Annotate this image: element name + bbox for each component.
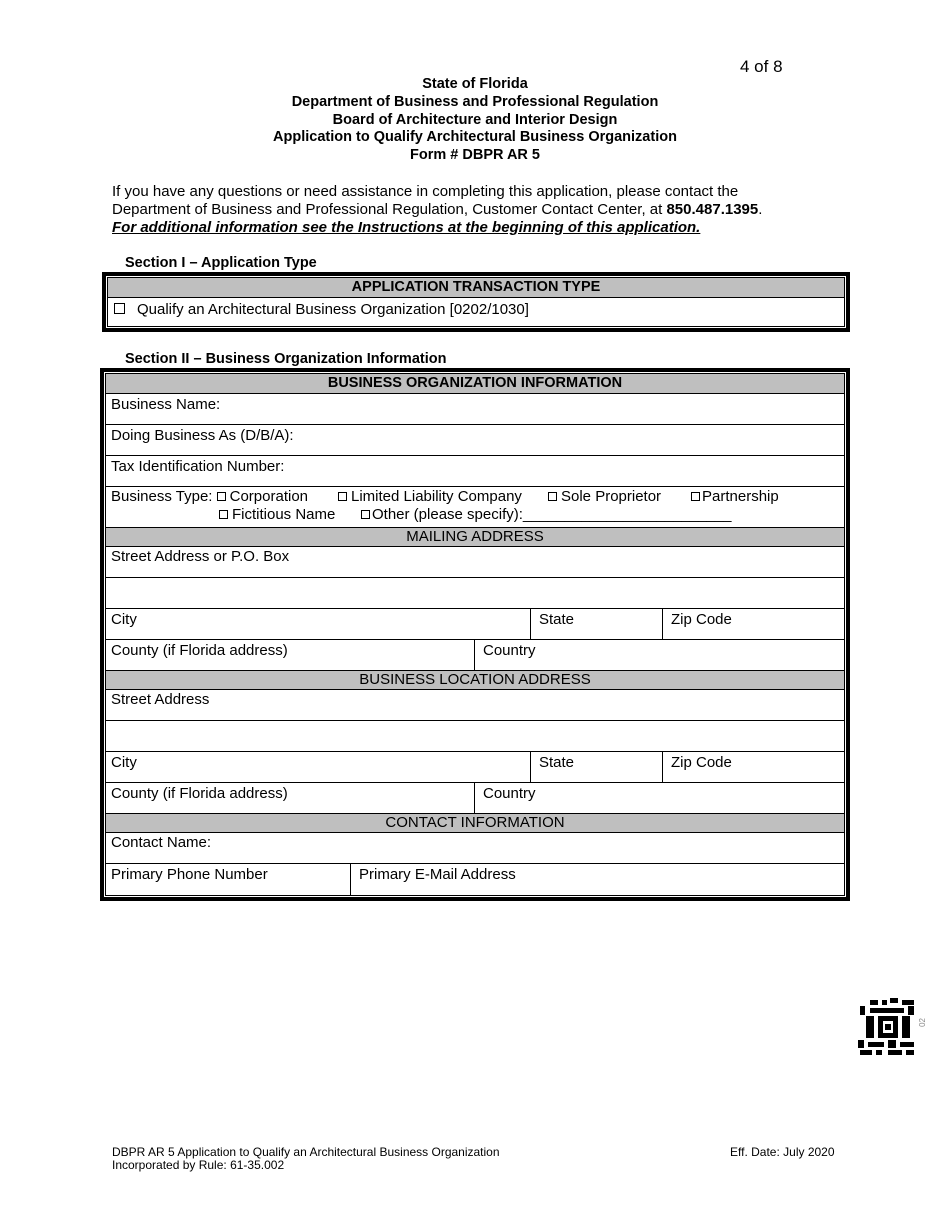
footer-effective-date: Eff. Date: July 2020 — [730, 1145, 835, 1159]
form-header — [0, 76, 950, 165]
location-county-field[interactable] — [106, 783, 474, 813]
location-zip-field[interactable] — [662, 752, 844, 782]
other-checkbox[interactable] — [361, 510, 370, 519]
business-type-label: Business Type: — [111, 488, 213, 505]
application-type-header: APPLICATION TRANSACTION TYPE — [108, 278, 844, 298]
section1-title: Section I – Application Type — [125, 255, 317, 271]
page-number: 4 of 8 — [740, 57, 783, 76]
contact-phone: 850.487.1395 — [666, 201, 759, 218]
intro-text — [112, 183, 852, 237]
location-street-line-2[interactable] — [106, 721, 844, 752]
mailing-city-row — [106, 609, 844, 640]
footer-form-title: DBPR AR 5 Application to Qualify an Architectural Business Organization — [112, 1145, 500, 1159]
footer-form-info — [112, 1146, 500, 1172]
mailing-country-label: Country — [483, 642, 536, 659]
mailing-street-line-2[interactable] — [106, 578, 844, 609]
mailing-state-label: State — [539, 611, 575, 628]
qualify-checkbox[interactable] — [114, 303, 125, 314]
intro-line-2-text: Department of Business and Professional Regulation, Customer Contact Center, at — [112, 201, 667, 218]
other-label: Other (please specify): — [372, 506, 523, 523]
mailing-county-field[interactable] — [106, 640, 474, 670]
header-department: Department of Business and Professional Regulation — [291, 93, 659, 110]
qualify-option-row[interactable] — [108, 298, 844, 324]
contact-information-header: CONTACT INFORMATION — [106, 814, 844, 833]
sole-proprietor-label: Sole Proprietor — [561, 488, 662, 505]
footer-rule: Incorporated by Rule: 61-35.002 — [112, 1158, 285, 1172]
type-partnership[interactable] — [691, 488, 779, 505]
corporation-checkbox[interactable] — [217, 492, 226, 501]
mailing-county-label: County (if Florida address) — [111, 642, 288, 659]
mailing-country-field[interactable] — [474, 640, 844, 670]
intro-line-1: If you have any questions or need assistance in completing this application, please contact the — [112, 183, 739, 200]
tax-id-label: Tax Identification Number: — [111, 458, 285, 475]
mailing-city-label: City — [111, 611, 137, 628]
type-corporation[interactable] — [217, 488, 308, 505]
location-state-field[interactable] — [530, 752, 662, 782]
fictitious-name-checkbox[interactable] — [219, 510, 228, 519]
location-city-label: City — [111, 754, 137, 771]
llc-checkbox[interactable] — [338, 492, 347, 501]
location-state-label: State — [539, 754, 575, 771]
mailing-address-header: MAILING ADDRESS — [106, 528, 844, 547]
qr-code — [858, 998, 916, 1056]
location-street-field[interactable] — [106, 690, 844, 721]
business-type-row — [106, 487, 844, 528]
dba-label: Doing Business As (D/B/A): — [111, 427, 294, 444]
corporation-label: Corporation — [229, 488, 309, 505]
header-application-title: Application to Qualify Architectural Business Organization — [273, 129, 677, 146]
contact-name-field[interactable] — [106, 833, 844, 864]
location-country-field[interactable] — [474, 783, 844, 813]
header-board: Board of Architecture and Interior Design — [332, 111, 618, 128]
business-name-label: Business Name: — [111, 396, 221, 413]
intro-line-2-suffix: . — [758, 201, 763, 218]
mailing-city-field[interactable] — [106, 609, 530, 639]
intro-line-2 — [112, 201, 852, 219]
location-county-label: County (if Florida address) — [111, 785, 288, 802]
header-state: State of Florida — [422, 76, 528, 92]
location-zip-label: Zip Code — [671, 754, 732, 771]
primary-email-field[interactable] — [350, 864, 844, 895]
tax-id-field[interactable] — [106, 456, 844, 487]
type-llc[interactable] — [338, 488, 522, 505]
business-organization-header: BUSINESS ORGANIZATION INFORMATION — [106, 374, 844, 394]
other-specify-line[interactable]: _________________________ — [522, 506, 732, 523]
contact-name-label: Contact Name: — [111, 834, 212, 851]
location-street-label: Street Address — [111, 691, 210, 708]
application-type-table — [102, 272, 850, 332]
type-other[interactable] — [361, 506, 731, 523]
location-city-field[interactable] — [106, 752, 530, 782]
section2-title: Section II – Business Organization Information — [125, 351, 447, 367]
type-sole-proprietor[interactable] — [548, 488, 661, 505]
mailing-state-field[interactable] — [530, 609, 662, 639]
mailing-street-label: Street Address or P.O. Box — [111, 548, 290, 565]
type-fictitious-name[interactable] — [219, 506, 335, 523]
mailing-zip-field[interactable] — [662, 609, 844, 639]
instructions-note: For additional information see the Instructions at the beginning of this application. — [112, 219, 701, 236]
llc-label: Limited Liability Company — [351, 488, 522, 505]
qr-side-code: 02 — [918, 1018, 927, 1027]
location-county-row — [106, 783, 844, 814]
location-country-label: Country — [483, 785, 536, 802]
partnership-checkbox[interactable] — [691, 492, 700, 501]
dba-field[interactable] — [106, 425, 844, 456]
primary-email-label: Primary E-Mail Address — [359, 866, 516, 883]
business-type-line-1 — [111, 488, 308, 505]
business-name-field[interactable] — [106, 394, 844, 425]
primary-phone-field[interactable] — [106, 864, 350, 895]
header-form-number: Form # DBPR AR 5 — [410, 147, 540, 164]
qualify-option[interactable] — [114, 301, 529, 318]
business-organization-table — [100, 368, 850, 901]
contact-phone-email-row — [106, 864, 844, 895]
fictitious-name-label: Fictitious Name — [232, 506, 336, 523]
mailing-zip-label: Zip Code — [671, 611, 732, 628]
mailing-county-row — [106, 640, 844, 671]
qualify-option-label: Qualify an Architectural Business Organization [0202/1030] — [137, 301, 529, 318]
location-city-row — [106, 752, 844, 783]
mailing-street-field[interactable] — [106, 547, 844, 578]
partnership-label: Partnership — [702, 488, 779, 505]
location-address-header: BUSINESS LOCATION ADDRESS — [106, 671, 844, 690]
primary-phone-label: Primary Phone Number — [111, 866, 268, 883]
sole-proprietor-checkbox[interactable] — [548, 492, 557, 501]
